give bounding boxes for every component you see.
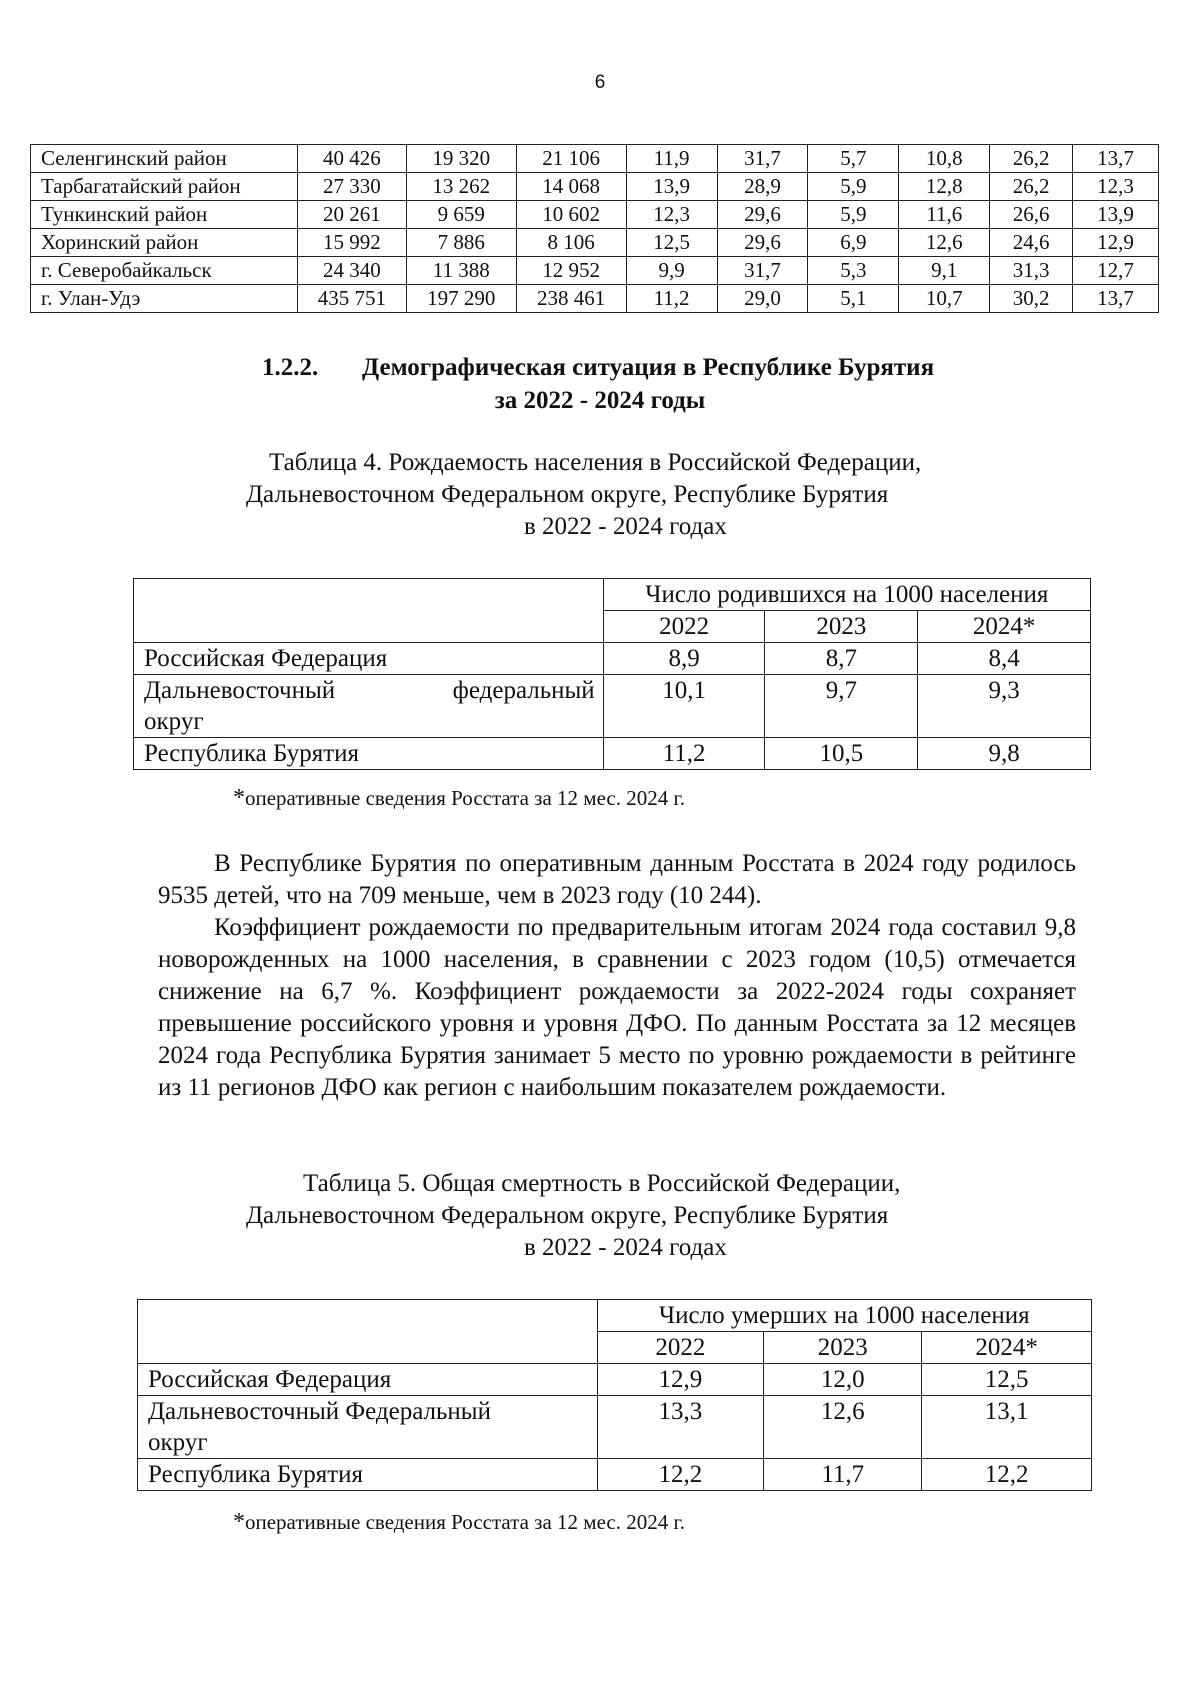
cell-value: 9,1 [899,257,990,285]
cell-value: 31,7 [717,257,808,285]
cell-value: 14 068 [516,173,626,201]
row-label-part: Дальневосточный Федеральный [148,1398,491,1425]
table-row [31,257,1159,285]
cell-value: 24,6 [990,229,1073,257]
row-label [134,675,604,738]
cell-value: 12,3 [1073,173,1159,201]
cell-value: 20 261 [297,201,406,229]
year-header: 2023 [765,611,918,643]
footnote-star: * [233,1509,245,1535]
cell-value: 9,3 [918,675,1091,738]
table-row [31,285,1159,313]
table-group-header: Число умерших на 1000 населения [597,1300,1091,1332]
section-title: Демографическая ситуация в Республике Бурятия [362,354,935,381]
paragraph: В Республике Бурятия по оперативным данным Росстата в 2024 году родилось 9535 детей, что на 709 меньше, чем в 2023 году (10 244). [158,850,1076,909]
cell-value: 29,6 [717,201,808,229]
footnote-text: оперативные сведения Росстата за 12 мес. 2024 г. [245,786,685,810]
cell-value: 5,9 [808,201,899,229]
cell-value: 12,2 [597,1459,764,1491]
cell-value: 8,9 [603,643,765,675]
cell-value: 12,8 [899,173,990,201]
cell-value: 12 952 [516,257,626,285]
year-header: 2022 [597,1332,764,1364]
cell-value: 11,9 [626,145,717,173]
cell-value: 238 461 [516,285,626,313]
cell-value: 12,7 [1073,257,1159,285]
table5-caption [0,1168,1200,1264]
cell-value: 10 602 [516,201,626,229]
cell-value: 10,7 [899,285,990,313]
cell-value: 5,1 [808,285,899,313]
row-label-part: Дальневосточный [144,677,336,704]
cell-value: 13 262 [406,173,516,201]
table-row [134,643,1091,675]
district-name: Селенгинский район [31,145,298,173]
cell-value: 12,6 [764,1396,922,1459]
table5-caption-line: Дальневосточном Федеральном округе, Республике Бурятия [246,1202,889,1229]
row-label: Республика Бурятия [134,738,604,770]
cell-value: 12,5 [922,1364,1092,1396]
table5-footnote [233,1509,685,1535]
cell-value: 9,8 [918,738,1091,770]
cell-value: 10,8 [899,145,990,173]
cell-value: 5,7 [808,145,899,173]
birth-rate-table [133,578,1091,770]
footnote-text: оперативные сведения Росстата за 12 мес. 2024 г. [245,1510,685,1534]
cell-value: 9,9 [626,257,717,285]
table5-caption-line: Таблица 5. Общая смертность в Российской Федерации, [303,1170,901,1197]
year-header: 2023 [764,1332,922,1364]
cell-value: 5,9 [808,173,899,201]
cell-value: 435 751 [297,285,406,313]
mortality-rate-table [137,1299,1092,1491]
cell-value: 11 388 [406,257,516,285]
table4-caption-line: Дальневосточном Федеральном округе, Республике Бурятия [246,481,889,508]
page-number: 6 [594,72,606,93]
cell-value: 26,2 [990,173,1073,201]
cell-value: 30,2 [990,285,1073,313]
table-header-blank [138,1300,598,1364]
district-name: Хоринский район [31,229,298,257]
row-label [138,1396,598,1459]
cell-value: 26,2 [990,145,1073,173]
table4-footnote [233,785,685,811]
row-label: Российская Федерация [138,1364,598,1396]
section-number: 1.2.2. [262,354,319,381]
cell-value: 8,4 [918,643,1091,675]
table-row [138,1396,1092,1459]
cell-value: 26,6 [990,201,1073,229]
cell-value: 11,7 [764,1459,922,1491]
row-label: Российская Федерация [134,643,604,675]
table4-caption-line: в 2022 - 2024 годах [524,513,727,540]
cell-value: 11,2 [603,738,765,770]
year-header: 2024* [918,611,1091,643]
cell-value: 10,5 [765,738,918,770]
district-name: Тункинский район [31,201,298,229]
cell-value: 12,9 [1073,229,1159,257]
cell-value: 12,9 [597,1364,764,1396]
cell-value: 12,6 [899,229,990,257]
cell-value: 11,2 [626,285,717,313]
cell-value: 13,3 [597,1396,764,1459]
cell-value: 15 992 [297,229,406,257]
cell-value: 197 290 [406,285,516,313]
cell-value: 13,9 [1073,201,1159,229]
cell-value: 6,9 [808,229,899,257]
cell-value: 12,5 [626,229,717,257]
row-label: Республика Бурятия [138,1459,598,1491]
cell-value: 13,7 [1073,145,1159,173]
cell-value: 29,0 [717,285,808,313]
cell-value: 9,7 [765,675,918,738]
cell-value: 28,9 [717,173,808,201]
table-row [138,1459,1092,1491]
year-header: 2024* [922,1332,1092,1364]
section-subtitle: за 2022 - 2024 годы [494,387,706,414]
row-label-part: округ [148,1429,208,1456]
table4-caption-line: Таблица 4. Рождаемость населения в Российской Федерации, [269,449,922,476]
footnote-star: * [233,785,245,811]
table4-caption [0,447,1200,543]
district-name: г. Улан-Удэ [31,285,298,313]
cell-value: 24 340 [297,257,406,285]
body-text [158,848,1076,1104]
cell-value: 12,2 [922,1459,1092,1491]
year-header: 2022 [603,611,765,643]
row-label-part: федеральный [452,677,595,704]
table-group-header: Число родившихся на 1000 населения [603,579,1090,611]
cell-value: 5,3 [808,257,899,285]
table5-caption-line: в 2022 - 2024 годах [524,1234,727,1261]
table-row [134,675,1091,738]
cell-value: 29,6 [717,229,808,257]
cell-value: 31,3 [990,257,1073,285]
cell-value: 27 330 [297,173,406,201]
cell-value: 8,7 [765,643,918,675]
cell-value: 13,9 [626,173,717,201]
table-row [31,229,1159,257]
cell-value: 40 426 [297,145,406,173]
cell-value: 9 659 [406,201,516,229]
row-label-part: округ [144,708,204,735]
table-row [31,201,1159,229]
cell-value: 10,1 [603,675,765,738]
cell-value: 8 106 [516,229,626,257]
cell-value: 31,7 [717,145,808,173]
table-header-blank [134,579,604,643]
cell-value: 21 106 [516,145,626,173]
cell-value: 13,7 [1073,285,1159,313]
cell-value: 19 320 [406,145,516,173]
district-name: г. Северобайкальск [31,257,298,285]
cell-value: 11,6 [899,201,990,229]
cell-value: 7 886 [406,229,516,257]
paragraph: Коэффициент рождаемости по предварительным итогам 2024 года составил 9,8 новорожденных на 1000 населения, в сравнении с 2023 годом (10,5) отмечается снижение на 6,7 %. Коэффициент рождаемости за 2022-2024 годы сохраняет превышение российского уровня и уровня ДФО. По данным Росстата за 12 месяцев 2024 года Республика Бурятия занимает 5 место по уровню рождаемости в рейтинге из 11 регионов ДФО как регион с наибольшим показателем рождаемости. [158,914,1076,1101]
table-row [31,145,1159,173]
cell-value: 13,1 [922,1396,1092,1459]
district-table [30,144,1159,313]
cell-value: 12,0 [764,1364,922,1396]
cell-value: 12,3 [626,201,717,229]
table-row [138,1364,1092,1396]
table-row [134,738,1091,770]
table-row [31,173,1159,201]
district-name: Тарбагатайский район [31,173,298,201]
